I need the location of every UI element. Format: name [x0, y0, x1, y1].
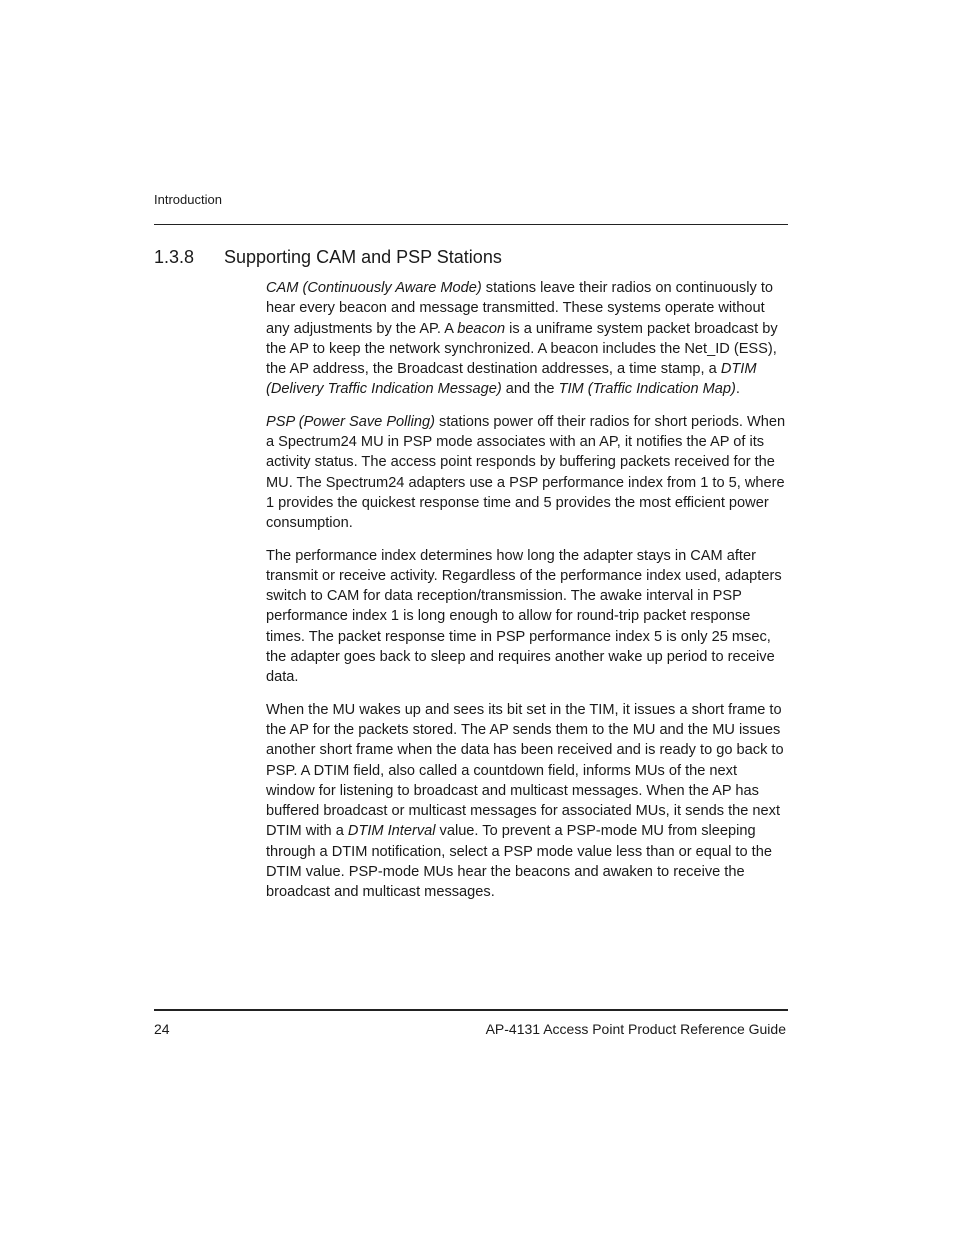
- text-run: When the MU wakes up and sees its bit set in the TIM, it issues a short frame to the AP for the packets stored. The AP sends them to the MU and the MU issues another short frame when the data has been received and is ready to go back to PSP. A DTIM field, also called a countdown field, informs MUs of the next window for listening to broadcast and multicast messages. When the AP has buffered broadcast or multicast messages for associated MUs, it sends the next DTIM with a: [266, 701, 784, 840]
- section-number: 1.3.8: [154, 247, 195, 267]
- paragraph-performance-index: [266, 546, 786, 688]
- paragraph-cam: [266, 278, 786, 400]
- paragraph-wake-up: [266, 700, 786, 903]
- text-run: value. To prevent a PSP-mode MU from sleeping through a DTIM notification, select a PSP mode value less than or equal to the DTIM value. PSP-mode MUs hear the beacons and awaken to receive the broadcast and multicast messages.: [266, 823, 772, 901]
- page-number: 24: [154, 1021, 170, 1037]
- text-run: .: [735, 381, 740, 398]
- term-dtim-interval: DTIM Interval: [347, 823, 436, 840]
- text-run: and the: [501, 381, 559, 398]
- term-psp: PSP (Power Save Polling): [266, 413, 435, 430]
- term-dtim: DTIM (Delivery Traffic Indication Message): [266, 361, 757, 398]
- term-cam: CAM (Continuously Aware Mode): [266, 280, 482, 296]
- running-head: Introduction: [154, 192, 222, 207]
- header-rule: [154, 224, 788, 225]
- section-heading: [154, 247, 502, 268]
- text-run: stations leave their radios on continuously to hear every beacon and message transmitted. These systems operate without any adjustments by the AP. A: [266, 280, 773, 337]
- term-beacon: beacon: [457, 320, 506, 337]
- text-run: stations power off their radios for short periods. When a Spectrum24 MU in PSP mode associates with an AP, it notifies the AP of its activity status. The access point responds by buffering packets received for the MU. The Spectrum24 adapters use a PSP performance index from 1 to 5, where 1 provides the quickest response time and 5 provides the most efficient power consumption.: [266, 413, 786, 532]
- text-run: The performance index determines how long the adapter stays in CAM after transmit or receive activity. Regardless of the performance index used, adapters switch to CAM for data reception/transmission. The awake interval in PSP performance index 1 is long enough to allow for round-trip packet response times. The packet response time in PSP performance index 5 is only 25 msec, the adapter goes back to sleep and requires another wake up period to receive data.: [266, 547, 782, 686]
- guide-title: AP-4131 Access Point Product Reference Guide: [485, 1021, 786, 1037]
- paragraph-psp: [266, 412, 786, 534]
- text-run: is a uniframe system packet broadcast by the AP to keep the network synchronized. A beacon includes the Net_ID (ESS), the AP address, the Broadcast destination addresses, a time stamp, a: [266, 320, 778, 378]
- footer-rule: [154, 1009, 788, 1011]
- term-tim: TIM (Traffic Indication Map): [558, 381, 736, 398]
- body-text: [266, 278, 786, 915]
- section-title: Supporting CAM and PSP Stations: [224, 247, 502, 267]
